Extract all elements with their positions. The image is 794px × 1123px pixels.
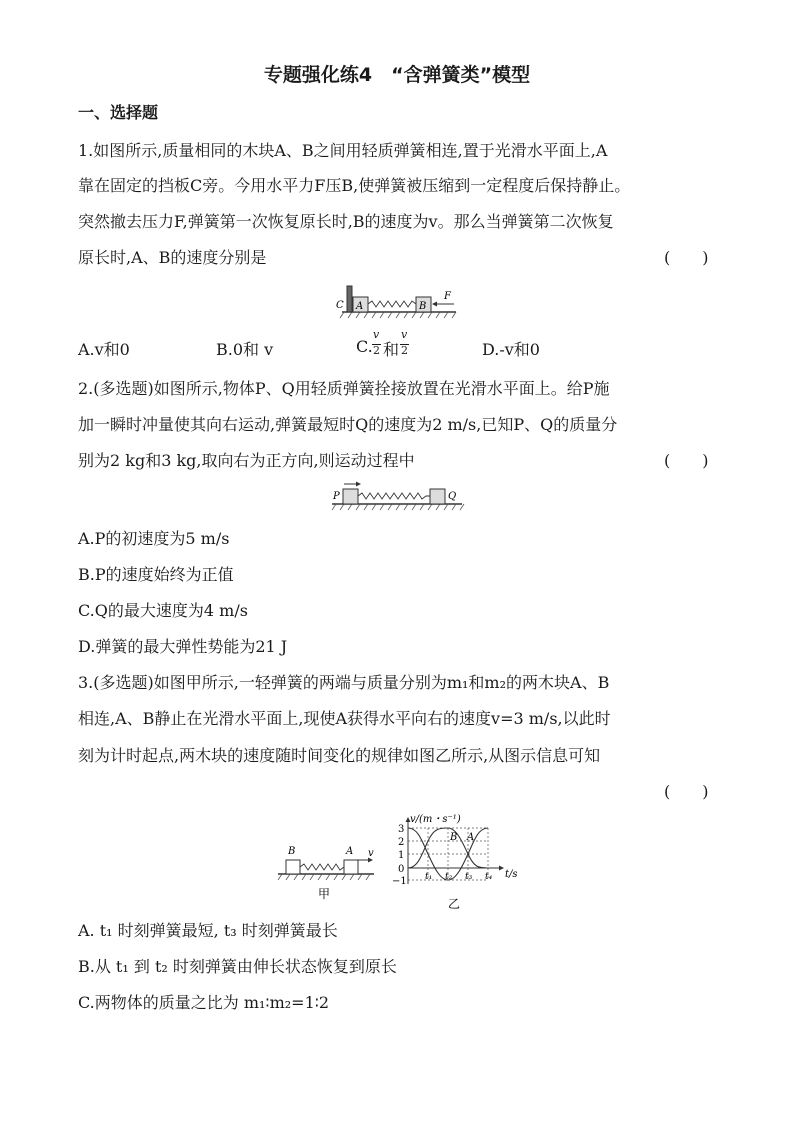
block-p (343, 489, 358, 504)
ground-hatching (340, 312, 456, 318)
caption-jia: 甲 (318, 887, 331, 901)
block-q (430, 489, 445, 504)
q3-figure-jia (276, 840, 376, 900)
block-a (344, 860, 358, 874)
label-f: F (444, 291, 451, 302)
section-heading: 一、选择题 (78, 103, 159, 122)
q2-figure (330, 480, 465, 512)
barrier-c (347, 286, 352, 312)
caption-yi: 乙 (448, 897, 461, 911)
q3-answer-bracket: ( ) (664, 782, 709, 801)
label-p: P (333, 491, 340, 502)
q1-answer-bracket: ( ) (664, 248, 709, 267)
q3-option-c: C.两物体的质量之比为 m₁∶m₂=1∶2 (78, 993, 330, 1012)
yi-ylabel: v/(m・s⁻¹) (410, 814, 461, 825)
spring (358, 493, 430, 499)
q1-option-c-mid: 和 (383, 340, 400, 359)
label-c: C (336, 300, 344, 311)
q3-option-a: A. t₁ 时刻弹簧最短, t₃ 时刻弹簧最长 (78, 921, 338, 940)
q1-line-2: 靠在固定的挡板C旁。今用水平力F压B,使弹簧被压缩到一定程度后保持静止。 (78, 176, 631, 195)
ytick-1: 1 (398, 850, 405, 861)
q1-option-c-frac2-num: v (401, 328, 408, 341)
q2-line-1: 2.(多选题)如图所示,物体P、Q用轻质弹簧拴接放置在光滑水平面上。给P施 (78, 379, 610, 398)
q1-line-4: 原长时,A、B的速度分别是 (78, 248, 267, 267)
spring (300, 864, 344, 870)
q1-option-d: D.-v和0 (482, 340, 540, 359)
ytick-2: 2 (398, 837, 405, 848)
xtick-t4: t₄ (485, 872, 493, 882)
label-a: A (346, 846, 354, 857)
label-q: Q (448, 491, 457, 502)
ground-hatching (278, 874, 370, 880)
label-a: A (356, 301, 364, 312)
spring (368, 301, 416, 307)
q1-option-c-frac1-num: v (373, 328, 380, 341)
q1-option-c-prefix: C. (356, 337, 373, 356)
xtick-t1: t₁ (425, 872, 433, 882)
q1-option-c-frac1-den: 2 (373, 344, 380, 357)
q3-line-2: 相连,A、B静止在光滑水平面上,现使A获得水平向右的速度v=3 m/s,以此时 (78, 709, 611, 728)
page-title: 专题强化练4 “含弹簧类”模型 (263, 64, 531, 86)
q3-figure-yi (366, 812, 536, 912)
q1-line-1: 1.如图所示,质量相同的木块A、B之间用轻质弹簧相连,置于光滑水平面上,A (78, 141, 608, 160)
q2-option-d: D.弹簧的最大弹性势能为21 J (78, 637, 288, 656)
block-b (286, 860, 300, 874)
q3-line-1: 3.(多选题)如图甲所示,一轻弹簧的两端与质量分别为m₁和m₂的两木块A、B (78, 673, 610, 692)
ground-hatching (332, 504, 464, 510)
q2-option-b: B.P的速度始终为正值 (78, 565, 234, 584)
curve-label-b: B (450, 832, 458, 843)
q3-option-b: B.从 t₁ 到 t₂ 时刻弹簧由伸长状态恢复到原长 (78, 957, 397, 976)
q1-option-b: B.0和 v (216, 340, 274, 359)
q2-line-3: 别为2 kg和3 kg,取向右为正方向,则运动过程中 (78, 451, 415, 470)
q1-line-3: 突然撤去压力F,弹簧第一次恢复原长时,B的速度为v。那么当弹簧第二次恢复 (78, 212, 614, 231)
yi-xlabel: t/s (505, 869, 518, 880)
q2-answer-bracket: ( ) (664, 451, 709, 470)
q1-figure (330, 282, 460, 322)
q1-option-a: A.v和0 (78, 340, 130, 359)
label-v: v (368, 848, 374, 859)
ytick-neg1: −1 (392, 876, 407, 887)
label-b: B (419, 301, 427, 312)
q2-line-2: 加一瞬时冲量使其向右运动,弹簧最短时Q的速度为2 m/s,已知P、Q的质量分 (78, 415, 618, 434)
q2-option-a: A.P的初速度为5 m/s (78, 529, 230, 548)
ytick-3: 3 (398, 824, 405, 835)
label-b: B (288, 846, 296, 857)
q1-option-c-frac2-den: 2 (401, 344, 408, 357)
ytick-0: 0 (398, 864, 405, 875)
curve-label-a: A (467, 832, 475, 843)
q3-line-3: 刻为计时起点,两木块的速度随时间变化的规律如图乙所示,从图示信息可知 (78, 746, 601, 765)
xtick-t3: t₃ (465, 872, 473, 882)
xtick-t2: t₂ (445, 872, 453, 882)
q2-option-c: C.Q的最大速度为4 m/s (78, 601, 248, 620)
